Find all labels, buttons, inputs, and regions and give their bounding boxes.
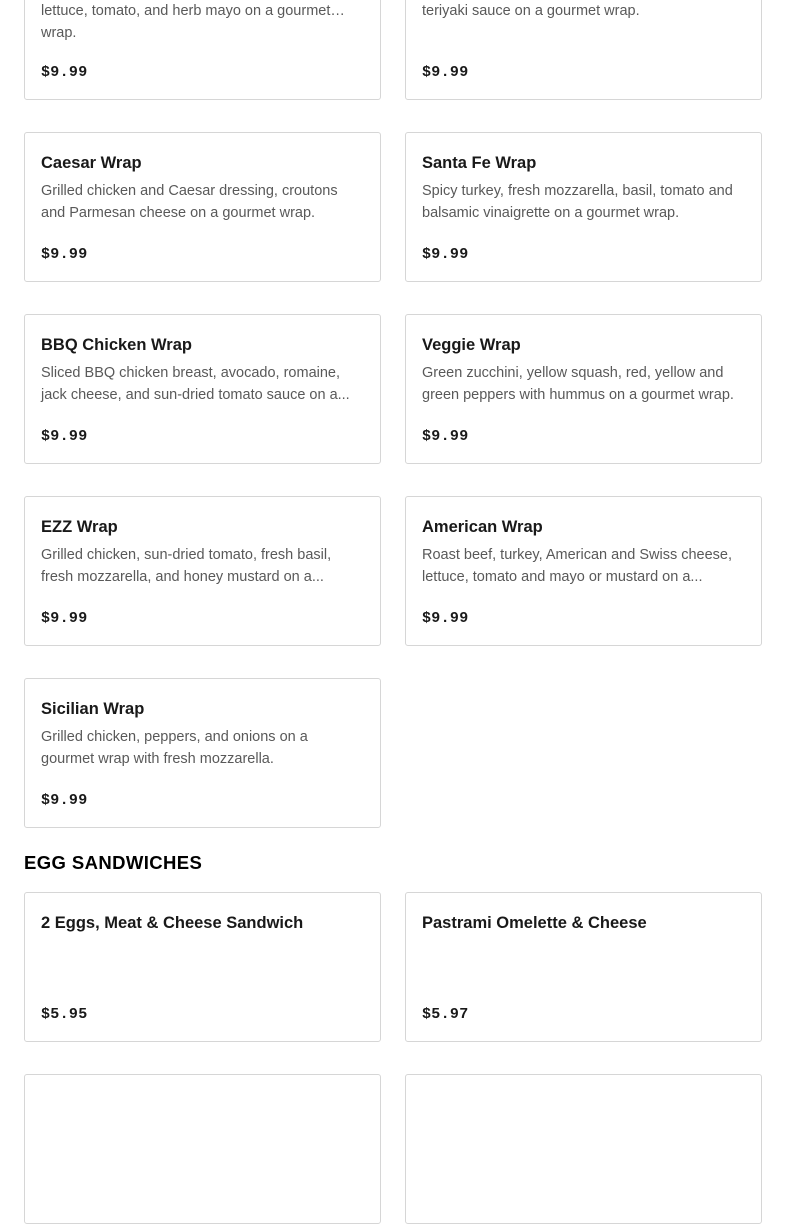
menu-item-card[interactable]	[405, 1074, 762, 1224]
menu-item-name: Sicilian Wrap	[41, 700, 145, 718]
menu-item-description	[422, 940, 745, 984]
menu-item-card[interactable]	[24, 0, 381, 100]
menu-item-price: $5.95	[41, 1006, 88, 1023]
menu-item-price: $5.97	[422, 1006, 469, 1023]
menu-item-card-ezz-wrap[interactable]	[24, 496, 381, 646]
menu-item-name: EZZ Wrap	[41, 518, 118, 536]
menu-item-description: Sliced BBQ chicken breast, avocado, romaine, jack cheese, and sun-dried tomato sauce on a...	[41, 365, 350, 403]
menu-item-card-2-eggs-meat-cheese[interactable]	[24, 892, 381, 1042]
menu-item-price: $9.99	[41, 792, 88, 809]
menu-item-description: Green zucchini, yellow squash, red, yellow and green peppers with hummus on a gourmet wrap.	[422, 365, 734, 403]
menu-item-card-american-wrap[interactable]	[405, 496, 762, 646]
menu-item-price: $9.99	[422, 246, 469, 263]
menu-item-card[interactable]	[24, 1074, 381, 1224]
menu-item-description: lettuce, tomato, and herb mayo on a gourmet wrap.	[41, 3, 331, 41]
menu-item-card-pastrami-omelette[interactable]	[405, 892, 762, 1042]
section-title-egg-sandwiches: EGG SANDWICHES	[24, 852, 203, 873]
menu-item-description: Grilled chicken, sun-dried tomato, fresh basil, fresh mozzarella, and honey mustard on a...	[41, 547, 332, 585]
menu-item-name: Pastrami Omelette & Cheese	[422, 914, 647, 932]
menu-item-card-santa-fe-wrap[interactable]	[405, 132, 762, 282]
menu-item-price: $9.99	[41, 428, 88, 445]
menu-item-description	[41, 940, 364, 984]
menu-item-price: $9.99	[422, 64, 469, 81]
menu-item-price: $9.99	[422, 610, 469, 627]
menu-item-name: BBQ Chicken Wrap	[41, 336, 192, 354]
menu-item-card-veggie-wrap[interactable]	[405, 314, 762, 464]
menu-item-card-sicilian-wrap[interactable]	[24, 678, 381, 828]
menu-item-name: Caesar Wrap	[41, 154, 142, 172]
menu-item-description: teriyaki sauce on a gourmet wrap.	[422, 3, 640, 19]
menu-item-card-caesar-wrap[interactable]	[24, 132, 381, 282]
menu-item-price: $9.99	[422, 428, 469, 445]
menu-item-card-bbq-chicken-wrap[interactable]	[24, 314, 381, 464]
menu-item-description: Grilled chicken and Caesar dressing, croutons and Parmesan cheese on a gourmet wrap.	[41, 183, 338, 221]
menu-item-price: $9.99	[41, 64, 88, 81]
menu-item-name: Veggie Wrap	[422, 336, 521, 354]
menu-item-price: $9.99	[41, 610, 88, 627]
menu-item-card[interactable]	[405, 0, 762, 100]
menu-item-name: American Wrap	[422, 518, 543, 536]
menu-item-name: Santa Fe Wrap	[422, 154, 537, 172]
menu-item-name: 2 Eggs, Meat & Cheese Sandwich	[41, 914, 304, 932]
menu-item-description: Spicy turkey, fresh mozzarella, basil, tomato and balsamic vinaigrette on a gourmet wrap.	[422, 183, 733, 221]
menu-item-description: Grilled chicken, peppers, and onions on a gourmet wrap with fresh mozzarella.	[41, 729, 308, 767]
menu-item-description: Roast beef, turkey, American and Swiss cheese, lettuce, tomato and mayo or mustard on a...	[422, 547, 733, 585]
menu-item-price: $9.99	[41, 246, 88, 263]
